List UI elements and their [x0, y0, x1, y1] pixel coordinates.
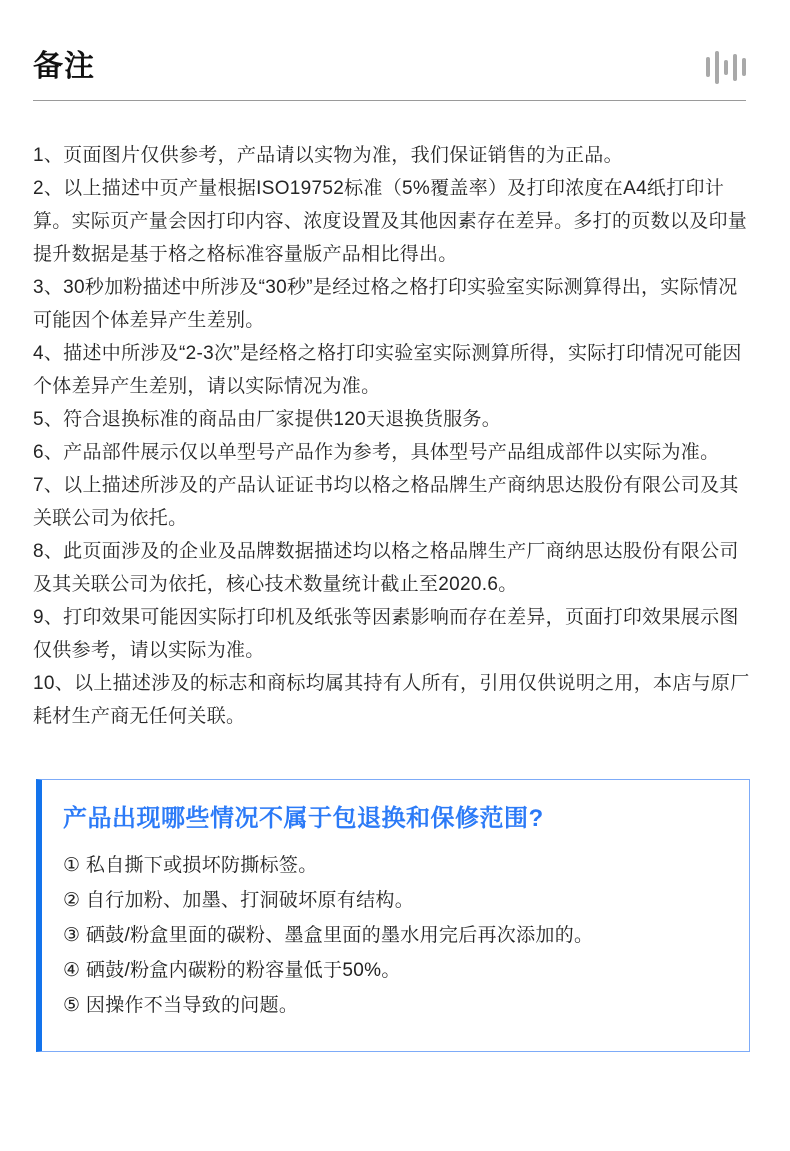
note-item-3: 3、30秒加粉描述中所涉及“30秒”是经过格之格打印实验室实际测算得出，实际情况可能因个体差异产生差别。: [33, 277, 738, 331]
warranty-item-3: ③ 硒鼓/粉盒里面的碳粉、墨盒里面的墨水用完后再次添加的。: [63, 925, 594, 946]
warranty-box-title: 产品出现哪些情况不属于包退换和保修范围?: [63, 805, 544, 832]
waveform-logo-icon: [706, 50, 746, 84]
note-item-1: 1、页面图片仅供参考，产品请以实物为准，我们保证销售的为正品。: [33, 145, 623, 166]
note-item-10: 10、以上描述涉及的标志和商标均属其持有人所有，引用仅供说明之用，本店与原厂耗材生产商无任何关联。: [33, 673, 750, 727]
notes-list: [33, 139, 750, 733]
waveform-bar: [715, 51, 719, 84]
note-item-7: 7、以上描述所涉及的产品认证证书均以格之格品牌生产商纳思达股份有限公司及其关联公司为依托。: [33, 475, 739, 529]
note-item-4: 4、描述中所涉及“2-3次”是经格之格打印实验室实际测算所得，实际打印情况可能因个体差异产生差别，请以实际情况为准。: [33, 343, 742, 397]
waveform-bar: [733, 54, 737, 81]
page-title: 备注: [33, 50, 95, 83]
warranty-item-2: ② 自行加粉、加墨、打洞破坏原有结构。: [63, 890, 415, 911]
warranty-item-4: ④ 硒鼓/粉盒内碳粉的粉容量低于50%。: [63, 960, 401, 981]
waveform-bar: [724, 60, 728, 75]
warranty-exclusions-box: [36, 779, 750, 1052]
note-item-2: 2、以上描述中页产量根据ISO19752标准（5%覆盖率）及打印浓度在A4纸打印计算。实际页产量会因打印内容、浓度设置及其他因素存在差异。多打的页数以及印量提升数据是基于格之格标准容量版产品相比得出。: [33, 178, 748, 265]
note-item-9: 9、打印效果可能因实际打印机及纸张等因素影响而存在差异，页面打印效果展示图仅供参考，请以实际为准。: [33, 607, 739, 661]
waveform-bar: [742, 58, 746, 76]
warranty-item-5: ⑤ 因操作不当导致的问题。: [63, 995, 299, 1016]
warranty-item-1: ① 私自撕下或损坏防撕标签。: [63, 855, 318, 876]
note-item-5: 5、符合退换标准的商品由厂家提供120天退换货服务。: [33, 409, 502, 430]
page-header: [33, 0, 746, 101]
note-item-6: 6、产品部件展示仅以单型号产品作为参考，具体型号产品组成部件以实际为准。: [33, 442, 720, 463]
waveform-bar: [706, 57, 710, 77]
note-item-8: 8、此页面涉及的企业及品牌数据描述均以格之格品牌生产厂商纳思达股份有限公司及其关联公司为依托，核心技术数量统计截止至2020.6。: [33, 541, 739, 595]
